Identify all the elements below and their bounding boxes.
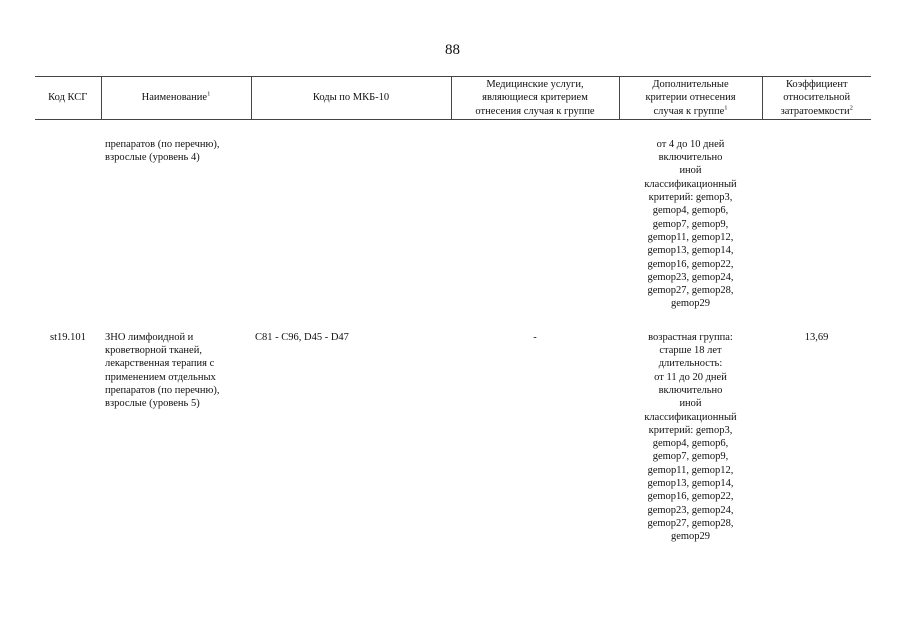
header-services [451,77,619,120]
text-line: кроветворной тканей, [105,345,202,357]
header-code-label: Код КСГ [48,92,88,104]
header-icd-label: Коды по МКБ-10 [312,92,390,104]
text-line: отнесения случая к группе [475,105,595,117]
text-line: Медицинские услуги, [486,79,584,90]
text-line: иной [679,398,702,410]
cell-name [101,119,251,330]
header-name [101,77,251,120]
text-line: препаратов (по перечню), [105,384,220,396]
text-line: gemop7, gemop9, [652,451,729,463]
header-icd [251,77,451,120]
text-line: классификационный [644,411,737,423]
table-row [35,119,871,330]
text-line: gemop11, gemop12, [647,231,734,243]
text-line: от 11 до 20 дней [654,371,727,383]
text-line: gemop4, gemop6, [652,438,729,450]
text-line: gemop4, gemop6, [652,205,729,217]
page-number: 88 [445,42,460,58]
header-criteria-lines [624,78,758,118]
header-name-footnote: 1 [207,90,211,98]
text-line: Коэффициент [785,79,848,90]
text-line: препаратов (по перечню), [105,138,220,150]
text-line: gemop27, gemop28, [647,285,734,297]
text-line: gemop23, gemop24, [647,271,734,283]
text-line: gemop13, gemop14, [647,245,734,257]
cell-icd: C81 - C96, D45 - D47 [255,331,349,343]
text-line: gemop13, gemop14, [647,478,734,490]
text-line: от 4 до 10 дней [656,138,725,150]
text-line: являющиеся критерием [482,92,588,104]
text-line: взрослые (уровень 5) [105,398,200,410]
text-line: лекарственная терапия с [105,358,215,370]
cell-services [451,119,619,330]
header-services-lines [456,78,615,118]
text-line: gemop16, gemop22, [647,491,734,503]
cell-icd [251,119,451,330]
footnote-marker: 2 [849,104,853,112]
text-line: критерии отнесения [645,92,736,104]
text-line: старше 18 лет [659,345,722,357]
text-line: критерий: gemop3, [648,192,733,204]
text-line: иной [679,165,702,177]
text-line: длительность: [658,358,723,370]
header-code [35,77,101,120]
text-line: случая к группе$^1$ [653,104,728,117]
cell-criteria-lines [623,331,758,544]
text-line: классификационный [644,178,737,190]
cell-code [35,119,101,330]
header-name-label: Наименование [141,92,208,104]
footnote-marker: 1 [724,104,728,112]
text-line: gemop11, gemop12, [647,464,734,476]
text-line: относительной [783,92,851,104]
text-line: gemop23, gemop24, [647,504,734,516]
text-line: gemop29 [670,298,711,310]
cell-coef: 13,69 [804,331,829,343]
table-header-row [35,77,871,120]
header-coef [762,77,871,120]
text-line: критерий: gemop3, [648,424,733,436]
header-coef-lines [767,78,868,118]
text-line: ЗНО лимфоидной и [105,331,194,343]
text-line: gemop7, gemop9, [652,218,729,230]
cell-criteria [619,119,762,330]
cell-criteria-lines [623,138,758,311]
cell-coef [762,119,871,330]
text-line: возрастная группа: [648,331,733,343]
cell-name-lines [105,331,247,411]
text-line: Дополнительные [652,79,729,90]
cell-services: - [533,331,537,343]
text-line: взрослые (уровень 4) [105,152,200,164]
header-criteria [619,77,762,120]
text-line: включительно [658,152,723,164]
text-line: gemop27, gemop28, [647,517,734,529]
cell-code: st19.101 [50,331,86,343]
cell-name-lines [105,138,247,165]
text-line: применением отдельных [105,371,216,383]
cell-name [101,331,251,544]
text-line: затратоемкости$^2$ [780,104,853,117]
text-line: gemop16, gemop22, [647,258,734,270]
ksg-table [35,76,871,544]
text-line: gemop29 [670,531,711,543]
cell-criteria [619,331,762,544]
table-row [35,331,871,544]
text-line: включительно [658,384,723,396]
